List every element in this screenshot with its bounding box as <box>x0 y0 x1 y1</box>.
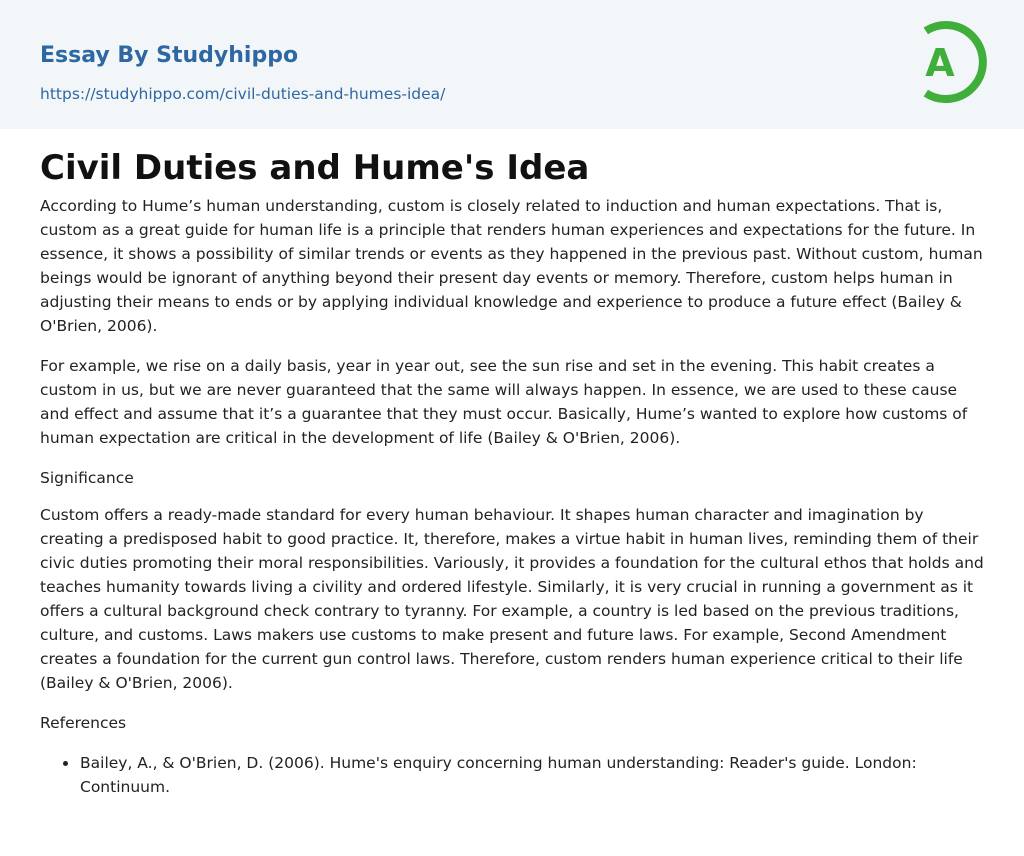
references-heading: References <box>40 714 127 732</box>
logo-letter: A <box>925 41 955 85</box>
significance-heading: Significance <box>40 469 134 487</box>
paragraph-significance: Custom offers a ready-made standard for every human behaviour. It shapes human character and imagination by creating a predisposed habit to good practice. It, therefore, makes a virtue habit in human lives, reminding them of their civic duties promoting their moral responsibilities. Variously, it provides a foundation for the cultural ethos that holds and teaches humanity towards living a civility and ordered lifestyle. Similarly, it is very crucial in running a government as it offers a cultural background check contrary to tyranny. For example, a country is led based on the previous traditions, culture, and customs. Laws makers use customs to make present and future laws. For example, Second Amendment creates a foundation for the current gun control laws. Therefore, custom renders human experience critical to their life (Bailey & O'Brien, 2006). <box>40 506 984 692</box>
site-header <box>0 0 1024 129</box>
reference-item <box>80 751 988 799</box>
site-brand[interactable]: Essay By Studyhippo <box>40 43 299 68</box>
bullet-icon <box>63 761 68 766</box>
reference-text: Bailey, A., & O'Brien, D. (2006). Hume's enquiry concerning human understanding: Reader's guide. London: Continuum. <box>80 754 917 796</box>
essay-url-link[interactable]: https://studyhippo.com/civil-duties-and-humes-idea/ <box>40 85 446 103</box>
studyhippo-logo-icon[interactable] <box>910 18 988 106</box>
paragraph-example: For example, we rise on a daily basis, year in year out, see the sun rise and set in the evening. This habit creates a custom in us, but we are never guaranteed that the same will always happen. In essence, we are used to these cause and effect and assume that it’s a guarantee that they must occur. Basically, Hume’s wanted to explore how customs of human expectation are critical in the development of life (Bailey & O'Brien, 2006). <box>40 357 968 447</box>
page-title: Civil Duties and Hume's Idea <box>40 148 590 188</box>
references-list <box>40 751 988 799</box>
paragraph-intro: According to Hume’s human understanding, custom is closely related to induction and human expectations. That is, custom as a great guide for human life is a principle that renders human experiences and expectations for the future. In essence, it shows a possibility of similar trends or events as they happened in the previous past. Without custom, human beings would be ignorant of anything beyond their present day events or memory. Therefore, custom helps human in adjusting their means to ends or by applying individual knowledge and experience to produce a future effect (Bailey & O'Brien, 2006). <box>40 197 983 335</box>
article-body <box>40 146 988 799</box>
